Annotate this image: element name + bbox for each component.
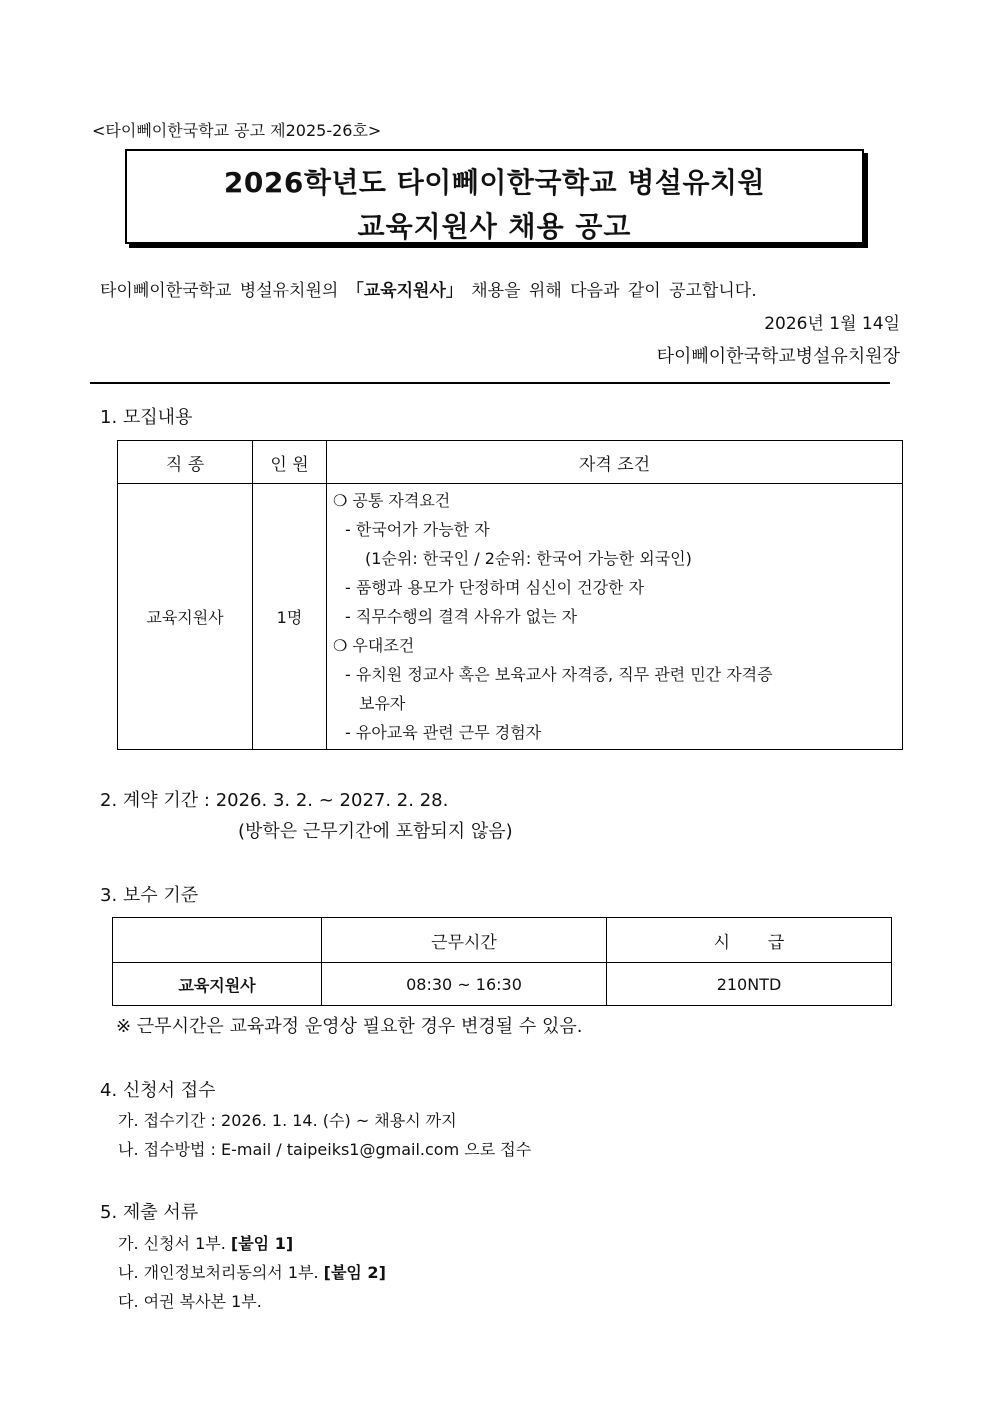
- application-method: 나. 접수방법 : E-mail / taipeiks1@gmail.com 으로 접수: [118, 1140, 532, 1159]
- intro-prefix: 타이뻬이한국학교 병설유치원의: [100, 281, 339, 301]
- header-count: 인 원: [253, 441, 327, 484]
- document-item: [118, 1231, 293, 1254]
- condition-item: - 한국어가 가능한 자: [345, 520, 490, 539]
- qualification-cell: [327, 484, 903, 750]
- condition-item: 보유자: [359, 694, 406, 713]
- document-text: 가. 신청서 1부.: [118, 1234, 226, 1253]
- table-header-row: [113, 918, 892, 963]
- pay-note: ※ 근무시간은 교육과정 운영상 필요한 경우 변경될 수 있음.: [116, 1016, 583, 1037]
- section2-heading: [100, 786, 448, 812]
- recruit-table: [117, 440, 903, 750]
- intro-position: 「교육지원사」: [346, 281, 463, 301]
- pay-table: [112, 917, 892, 1006]
- condition-item: - 유치원 정교사 혹은 보육교사 자격증, 직무 관련 민간 자격증: [345, 665, 773, 684]
- condition-item: ❍ 우대조건: [333, 636, 415, 655]
- pay-wage-cell: 210NTD: [607, 963, 892, 1006]
- title-box: [125, 149, 864, 244]
- condition-item: - 직무수행의 결격 사유가 없는 자: [345, 607, 578, 626]
- section1-title: 1. 모집내용: [100, 407, 193, 428]
- document-text: 나. 개인정보처리동의서 1부.: [118, 1263, 319, 1282]
- pay-hours-cell: 08:30 ~ 16:30: [322, 963, 607, 1006]
- header-job: 직 종: [118, 441, 253, 484]
- job-cell: 교육지원사: [118, 484, 253, 750]
- header-blank: [113, 918, 322, 963]
- table-row: [113, 963, 892, 1006]
- intro-suffix: 채용을 위해 다음과 같이 공고합니다.: [471, 281, 757, 301]
- header-qualification: 자격 조건: [327, 441, 903, 484]
- notice-number: <타이뻬이한국학교 공고 제2025-26호>: [92, 121, 382, 140]
- pay-job-cell: 교육지원사: [113, 963, 322, 1006]
- signer: 타이뻬이한국학교병설유치원장: [656, 346, 900, 367]
- condition-item: - 품행과 용모가 단정하며 심신이 건강한 자: [345, 578, 645, 597]
- section4-title: 4. 신청서 접수: [100, 1080, 216, 1101]
- header-wage: 시 급: [607, 918, 892, 963]
- condition-item: ❍ 공통 자격요건: [333, 491, 451, 510]
- contract-note: (방학은 근무기간에 포함되지 않음): [238, 821, 513, 842]
- document-tag: [붙임 1]: [230, 1234, 294, 1253]
- header-hours: 근무시간: [322, 918, 607, 963]
- document-text: 다. 여권 복사본 1부.: [118, 1292, 262, 1311]
- document-item: [118, 1260, 386, 1283]
- condition-item: - 유아교육 관련 근무 경험자: [345, 723, 542, 742]
- contract-period: 2026. 3. 2. ~ 2027. 2. 28.: [215, 790, 449, 811]
- title-line1: 2026학년도 타이뻬이한국학교 병설유치원: [223, 166, 766, 199]
- document-item: [118, 1289, 262, 1312]
- count-cell: 1명: [253, 484, 327, 750]
- divider: [90, 382, 890, 384]
- document-tag: [붙임 2]: [323, 1263, 386, 1282]
- application-period: 가. 접수기간 : 2026. 1. 14. (수) ~ 채용시 까지: [118, 1111, 457, 1130]
- section5-title: 5. 제출 서류: [100, 1202, 199, 1223]
- condition-item: (1순위: 한국인 / 2순위: 한국어 가능한 외국인): [365, 549, 692, 568]
- section2-title: 2. 계약 기간 :: [100, 790, 210, 811]
- section3-title: 3. 보수 기준: [100, 885, 199, 906]
- intro-text: [100, 276, 757, 301]
- table-header-row: [118, 441, 903, 484]
- title-line2: 교육지원사 채용 공고: [357, 210, 632, 243]
- table-row: [118, 484, 903, 750]
- announcement-date: 2026년 1월 14일: [764, 314, 900, 334]
